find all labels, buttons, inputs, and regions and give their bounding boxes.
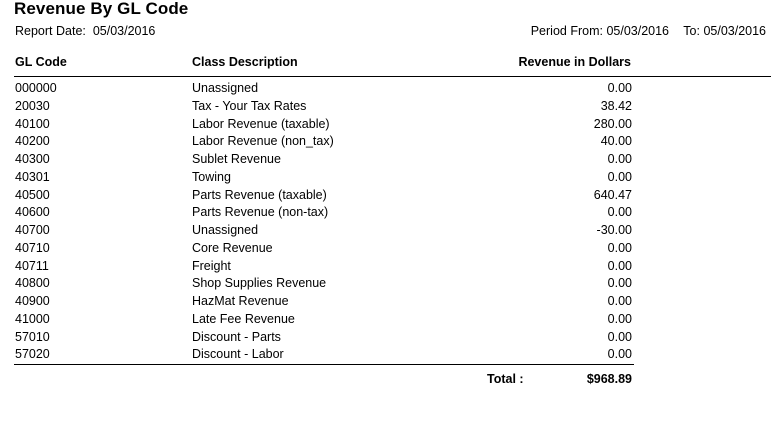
class-description-cell: Parts Revenue (non-tax)	[192, 205, 329, 220]
class-description-cell: Unassigned	[192, 81, 259, 95]
revenue-cell: 40.00	[600, 134, 632, 149]
class-description-cell: Core Revenue	[192, 240, 273, 255]
class-description-cell: Sublet Revenue	[192, 152, 281, 166]
class-description-cell: Shop Supplies Revenue	[192, 276, 327, 291]
gl-code-cell: 40300	[15, 152, 50, 166]
table-row	[0, 311, 777, 329]
table-row	[0, 133, 777, 151]
gl-code-cell: 41000	[15, 311, 50, 326]
table-row	[0, 293, 777, 311]
gl-code-cell: 40800	[15, 276, 50, 291]
table-row	[0, 258, 777, 276]
gl-code-cell: 40301	[15, 169, 50, 184]
table-row	[0, 240, 777, 258]
table-row	[0, 116, 777, 134]
table-row	[0, 275, 777, 293]
period-to-label: To:	[683, 24, 700, 38]
revenue-table	[0, 80, 777, 364]
class-description-cell: Parts Revenue (taxable)	[192, 187, 327, 202]
table-row	[0, 346, 777, 364]
gl-code-cell: 40100	[15, 116, 50, 131]
gl-code-cell: 40710	[15, 240, 50, 255]
class-description-cell: Discount - Labor	[192, 347, 284, 362]
report-date	[15, 24, 155, 38]
gl-code-cell: 000000	[15, 81, 57, 95]
gl-code-cell: 40900	[15, 294, 50, 308]
revenue-cell: 0.00	[607, 276, 632, 291]
gl-code-cell: 40500	[15, 187, 50, 202]
table-row	[0, 80, 777, 98]
class-description-cell: Late Fee Revenue	[192, 311, 295, 326]
class-description-cell: HazMat Revenue	[192, 294, 289, 308]
class-description-cell: Tax - Your Tax Rates	[192, 98, 307, 113]
report-title: Revenue By GL Code	[14, 0, 189, 18]
column-header-class-description: Class Description	[192, 55, 298, 69]
revenue-cell: 0.00	[607, 240, 632, 255]
column-header-revenue: Revenue in Dollars	[518, 55, 631, 69]
revenue-cell: 0.00	[607, 311, 632, 326]
period-range	[531, 24, 766, 38]
revenue-cell: 38.42	[600, 98, 632, 113]
class-description-cell: Discount - Parts	[192, 329, 281, 344]
revenue-cell: 0.00	[607, 152, 632, 166]
gl-code-cell: 40700	[15, 223, 50, 237]
revenue-cell: 280.00	[593, 116, 632, 131]
gl-code-cell: 40711	[15, 258, 49, 273]
total-value: $968.89	[586, 372, 632, 386]
revenue-cell: 640.47	[593, 187, 632, 202]
class-description-cell: Freight	[192, 258, 231, 273]
table-row	[0, 151, 777, 169]
total-label: Total :	[487, 372, 524, 386]
period-to-value: 05/03/2016	[703, 24, 766, 38]
revenue-cell: 0.00	[607, 258, 632, 273]
report-date-label: Report Date:	[15, 24, 86, 38]
revenue-cell: 0.00	[607, 347, 632, 362]
class-description-cell: Labor Revenue (non_tax)	[192, 134, 334, 149]
class-description-cell: Unassigned	[192, 223, 259, 237]
gl-code-cell: 57010	[15, 329, 50, 344]
class-description-cell: Towing	[192, 169, 231, 184]
header-divider	[14, 76, 771, 77]
gl-code-cell: 57020	[15, 347, 50, 362]
column-header-gl-code: GL Code	[15, 55, 67, 69]
revenue-cell: 0.00	[607, 294, 632, 308]
total-divider	[14, 364, 634, 365]
table-row	[0, 222, 777, 240]
revenue-cell: 0.00	[607, 205, 632, 220]
revenue-cell: 0.00	[607, 329, 632, 344]
report-date-value: 05/03/2016	[92, 24, 156, 38]
class-description-cell: Labor Revenue (taxable)	[192, 116, 330, 131]
table-row	[0, 98, 777, 116]
revenue-cell: 0.00	[607, 81, 632, 95]
period-from-label: Period From:	[530, 24, 603, 38]
table-row	[0, 187, 777, 205]
revenue-cell: -30.00	[596, 223, 632, 237]
revenue-cell: 0.00	[607, 169, 632, 184]
gl-code-cell: 20030	[15, 98, 50, 113]
table-row	[0, 329, 777, 347]
gl-code-cell: 40600	[15, 205, 50, 220]
gl-code-cell: 40200	[15, 134, 50, 149]
table-row	[0, 169, 777, 187]
period-from-value: 05/03/2016	[606, 24, 670, 38]
table-row	[0, 204, 777, 222]
